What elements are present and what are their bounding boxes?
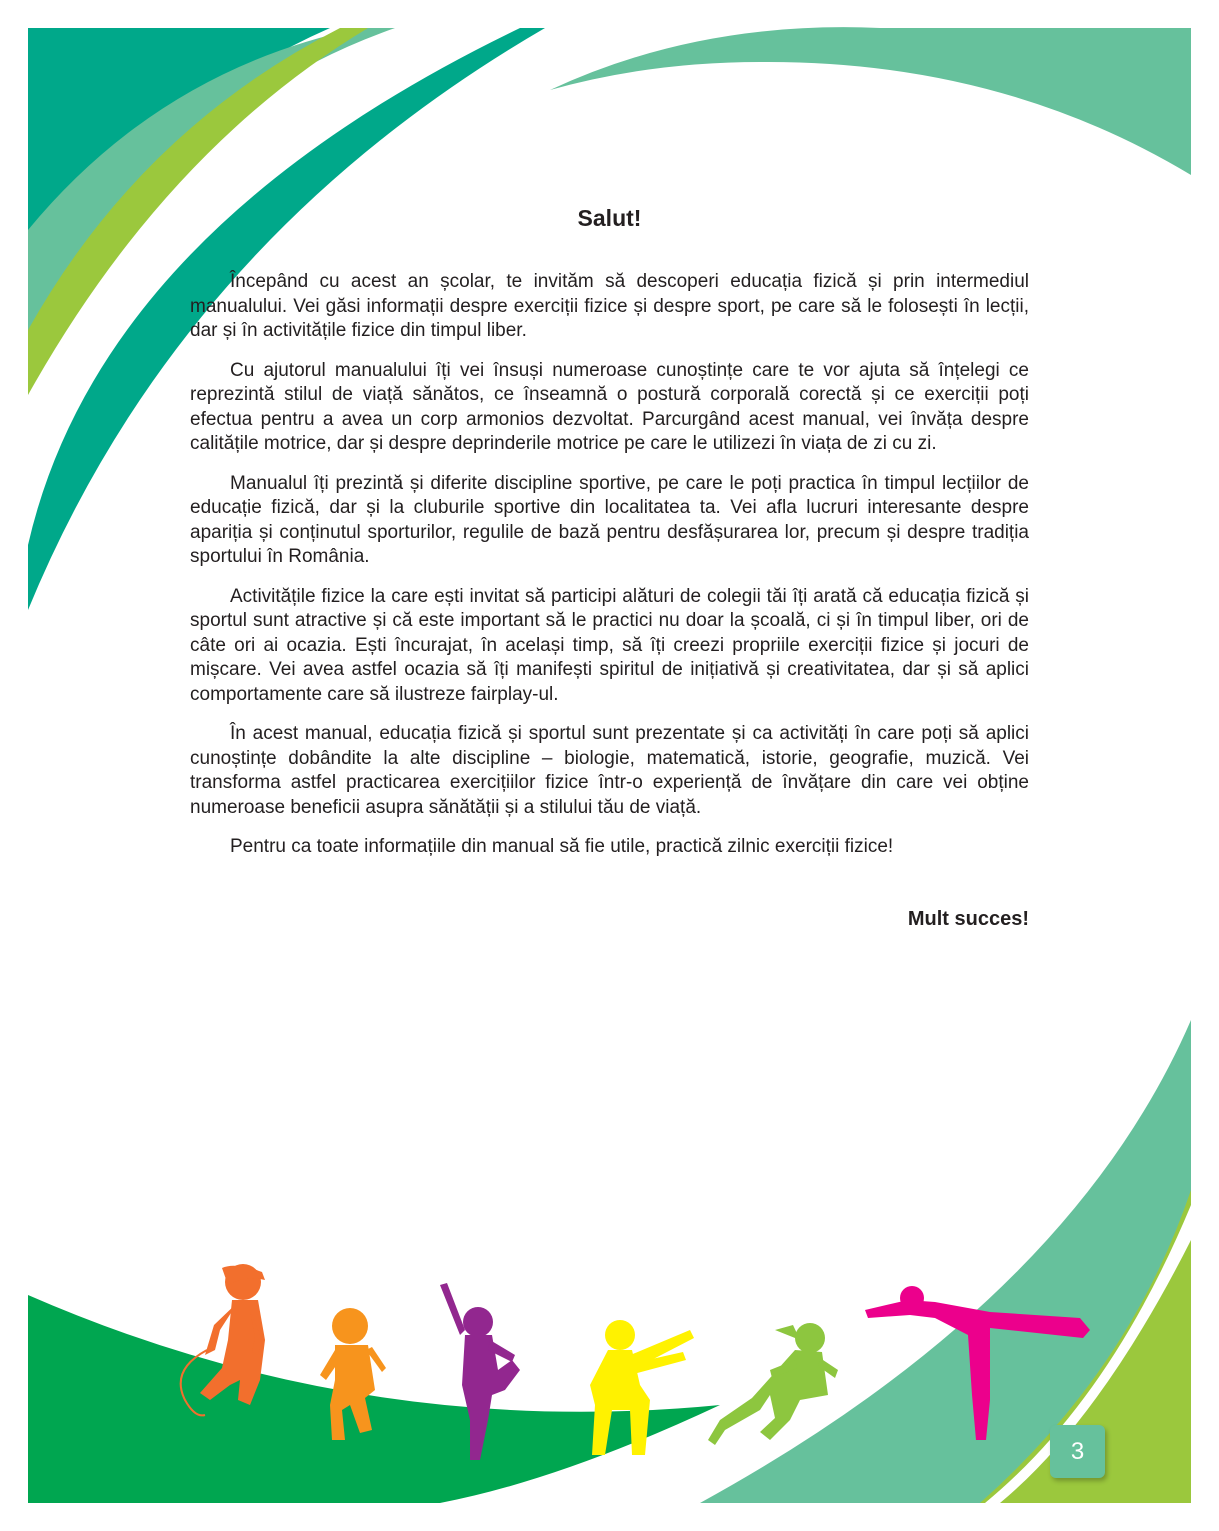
sprinting-boy-figure — [708, 1323, 838, 1445]
squatting-girl-figure — [590, 1320, 694, 1455]
page-number-badge: 3 — [1050, 1425, 1105, 1478]
top-right-swoosh — [550, 27, 1191, 175]
activities-paragraph: Activitățile fizice la care ești invitat să participi alături de colegii tăi îți arată că educația fizică și sportul sunt atractive și că este important să le practici nu doar la școală, ci și în timpul liber, ori de câte ori ai ocazia. Ești încurajat, în același timp, să îți creezi propriile exerciții fizice și jocuri de mișcare. Vei avea astfel ocazia să îți manifești spiritul de inițiativă și creativitatea, dar și să aplici comportamente care să ilustreze fairplay-ul. — [190, 585, 1029, 705]
letter-content — [190, 205, 1029, 931]
knowledge-paragraph: Cu ajutorul manualului îți vei însuși numeroase cunoștințe care te vor ajuta să înțelegi ce reprezintă stilul de viață sănătos, ce înseamnă o postură corporală corectă și ce exerciții poți efectua pentru a avea un corp armonios dezvoltat. Parcurgând acest manual, vei învăța despre calitățile motrice, dar și despre deprinderile motrice pe care le utilizezi în viața de zi cu zi. — [190, 359, 1029, 454]
page-title: Salut! — [577, 205, 642, 231]
intro-paragraph: Începând cu acest an școlar, te invităm să descoperi educația fizică și prin intermediul manualului. Vei găsi informații despre exerciții fizice și despre sport, pe care să le folosești în lecții, dar și în activitățile fizice din timpul liber. — [190, 271, 1029, 341]
signoff-text: Mult succes! — [907, 907, 1029, 930]
closing-paragraph: Pentru ca toate informațiile din manual să fie utile, practică zilnic exerciții fizice! — [230, 836, 894, 857]
interdisciplinary-paragraph: În acest manual, educația fizică și sportul sunt prezentate și ca activități în care poți să aplici cunoștințe dobândite la alte discipline – biologie, matematică, istorie, geografie, muzică. Vei transforma astfel practicarea exercițiilor fizice într-o experiență de învățare din care vei obține numeroase beneficii asupra sănătății și a stilului tău de viață. — [190, 723, 1029, 818]
disciplines-paragraph: Manualul îți prezintă și diferite discipline sportive, pe care le poți practica în timpul lecțiilor de educație fizică, dar și la cluburile sportive din localitatea ta. Vei afla lucruri interesante despre apariția și conținutul sporturilor, regulile de bază pentru desfășurarea lor, precum și despre tradiția sportului în România. — [190, 472, 1029, 567]
